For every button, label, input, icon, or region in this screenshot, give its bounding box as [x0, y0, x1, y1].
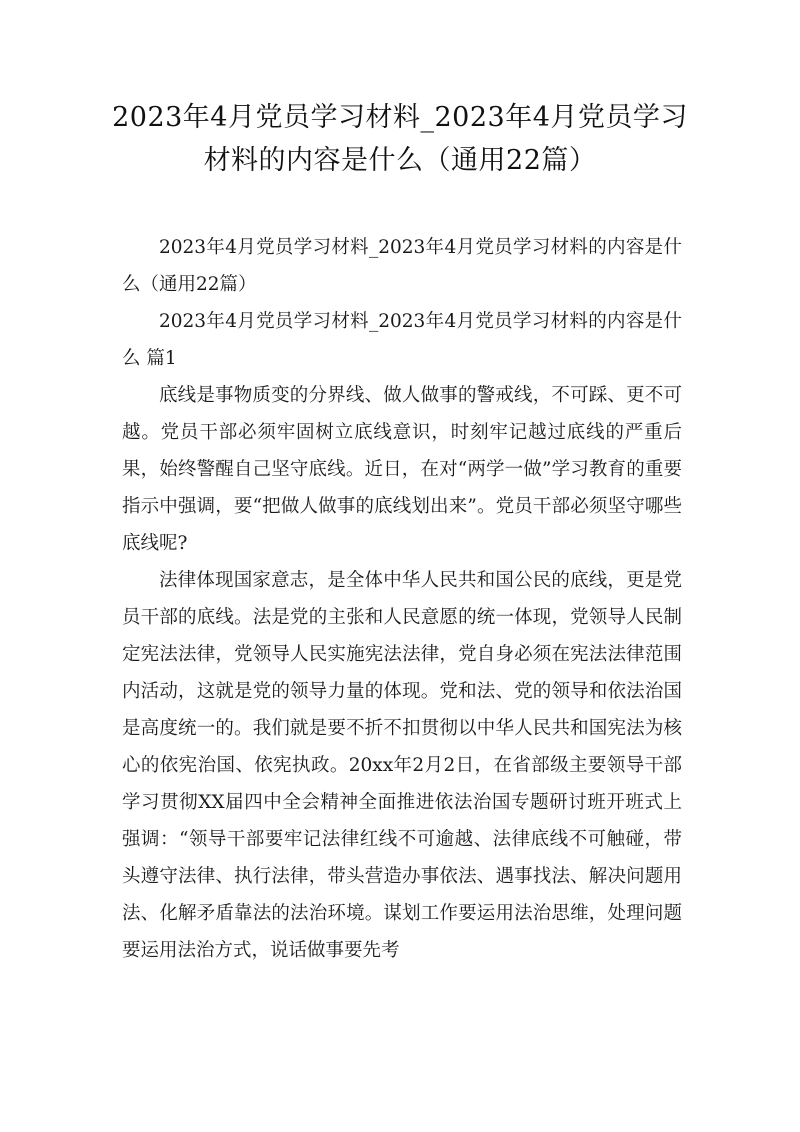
paragraph-section-heading: 2023年4月党员学习材料_2023年4月党员学习材料的内容是什么 篇1 [122, 311, 682, 369]
paragraph-bottom-line-intro: 底线是事物质变的分界线、做人做事的警戒线，不可踩、更不可越。党员干部必须牢固树立底线意识，时刻牢记越过底线的严重后果，始终警醒自己坚守底线。近日，在对“两学一做”学习教育的重要指示中强调，要“把做人做事的底线划出来”。党员干部必须坚守哪些底线呢? [122, 385, 682, 554]
paragraph-law-bottom-line: 法律体现国家意志，是全体中华人民共和国公民的底线，更是党员干部的底线。法是党的主张和人民意愿的统一体现，党领导人民制定宪法法律，党领导人民实施宪法法律，党自身必须在宪法法律范围内活动，这就是党的领导力量的体现。党和法、党的领导和依法治国是高度统一的。我们就是要不折不扣贯彻以中华人民共和国宪法为核心的依宪治国、依宪执政。20xx年2月2日，在省部级主要领导干部学习贯彻XX届四中全会精神全面推进依法治国专题研讨班开班式上强调：“领导干部要牢记法律红线不可逾越、法律底线不可触碰，带头遵守法律、执行法律，带头营造办事依法、遇事找法、解决问题用法、化解矛盾靠法的法治环境。谋划工作要运用法治思维，处理问题要运用法治方式，说话做事要先考 [122, 570, 682, 961]
document-title: 2023年4月党员学习材料_2023年4月党员学习材料的内容是什么（通用22篇） [112, 102, 688, 176]
document-body [122, 229, 682, 969]
paragraph-subtitle: 2023年4月党员学习材料_2023年4月党员学习材料的内容是什么（通用22篇） [122, 237, 682, 295]
